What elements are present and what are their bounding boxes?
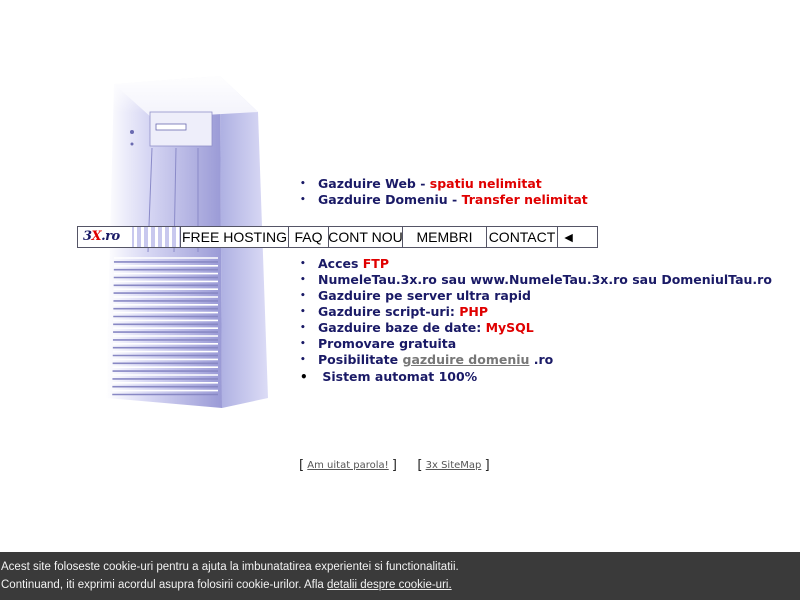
footer-links bbox=[299, 458, 490, 473]
bullet-icon: • bbox=[300, 195, 306, 205]
menu-item-membri[interactable]: MEMBRI bbox=[403, 227, 487, 247]
gazduire-domeniu-link[interactable]: gazduire domeniu bbox=[402, 352, 530, 367]
site-logo[interactable] bbox=[78, 227, 181, 247]
bullet-icon: • bbox=[300, 323, 306, 333]
feature-text: NumeleTau.3x.ro sau www.NumeleTau.3x.ro sau DomeniulTau.ro bbox=[318, 272, 772, 287]
left-arrow-icon[interactable]: ◄ bbox=[561, 229, 576, 245]
bullet-icon: • bbox=[300, 179, 306, 189]
feature-text: Gazduire pe server ultra rapid bbox=[318, 288, 531, 303]
bullet-icon: • bbox=[300, 307, 306, 317]
feature-item bbox=[300, 272, 772, 288]
bullet-icon: • bbox=[300, 291, 306, 301]
bracket-close: ] bbox=[484, 458, 490, 473]
feature-item bbox=[300, 304, 772, 320]
feature-text: Promovare gratuita bbox=[318, 336, 457, 351]
feature-separator: - bbox=[415, 176, 430, 191]
feature-highlight: FTP bbox=[362, 256, 389, 271]
feature-item bbox=[300, 192, 588, 208]
cookie-text-line2: Continuand, iti exprimi acordul asupra folosirii cookie-urilor. Afla detalii despre cookie-uri. bbox=[1, 579, 452, 591]
feature-text: Gazduire script-uri: bbox=[318, 304, 460, 319]
feature-item bbox=[300, 320, 772, 336]
bracket-open: [ bbox=[417, 458, 423, 473]
sitemap-link[interactable]: 3x SiteMap bbox=[425, 460, 482, 471]
main-menu-bar bbox=[77, 226, 598, 248]
feature-separator: - bbox=[447, 192, 462, 207]
forgot-password-link[interactable]: Am uitat parola! bbox=[307, 460, 389, 471]
menu-item-cont-nou[interactable]: CONT NOU bbox=[328, 229, 403, 245]
menu-item-faq[interactable]: FAQ bbox=[289, 227, 329, 247]
bullet-icon: • bbox=[300, 355, 306, 365]
feature-highlight: MySQL bbox=[485, 320, 534, 335]
feature-item bbox=[300, 288, 772, 304]
cookie-details-link[interactable]: detalii despre cookie-uri. bbox=[327, 579, 452, 591]
feature-highlight: PHP bbox=[459, 304, 489, 319]
feature-item bbox=[300, 336, 772, 352]
bullet-icon: • bbox=[300, 370, 308, 384]
feature-text: Gazduire Domeniu bbox=[318, 192, 448, 207]
bullet-icon: • bbox=[300, 339, 306, 349]
feature-highlight: Transfer nelimitat bbox=[461, 192, 588, 207]
feature-text: Acces bbox=[318, 256, 363, 271]
feature-item bbox=[300, 256, 772, 272]
feature-text: Gazduire baze de date: bbox=[318, 320, 486, 335]
menu-item-contact[interactable]: CONTACT bbox=[487, 227, 558, 247]
feature-highlight: spatiu nelimitat bbox=[429, 176, 542, 191]
bullet-icon: • bbox=[300, 259, 306, 269]
cookie-consent-bar bbox=[0, 552, 800, 600]
feature-text: Posibilitate bbox=[318, 352, 403, 367]
feature-item bbox=[300, 352, 772, 368]
feature-list-top bbox=[300, 176, 588, 208]
feature-item bbox=[300, 176, 588, 192]
feature-text: Sistem automat 100% bbox=[318, 369, 478, 384]
bracket-open: [ bbox=[299, 458, 305, 473]
feature-text: Gazduire Web bbox=[318, 176, 416, 191]
menu-item-free-hosting[interactable]: FREE HOSTING bbox=[181, 229, 287, 245]
logo-text: 3X.ro bbox=[83, 229, 120, 244]
cookie-text-line1: Acest site foloseste cookie-uri pentru a ajuta la imbunatatirea experientei si functionalitatii. bbox=[1, 561, 459, 573]
bracket-close: ] bbox=[391, 458, 397, 473]
bullet-icon: • bbox=[300, 275, 306, 285]
feature-list-bottom bbox=[300, 256, 772, 385]
feature-item bbox=[300, 369, 772, 385]
feature-text-suffix: .ro bbox=[529, 352, 554, 367]
